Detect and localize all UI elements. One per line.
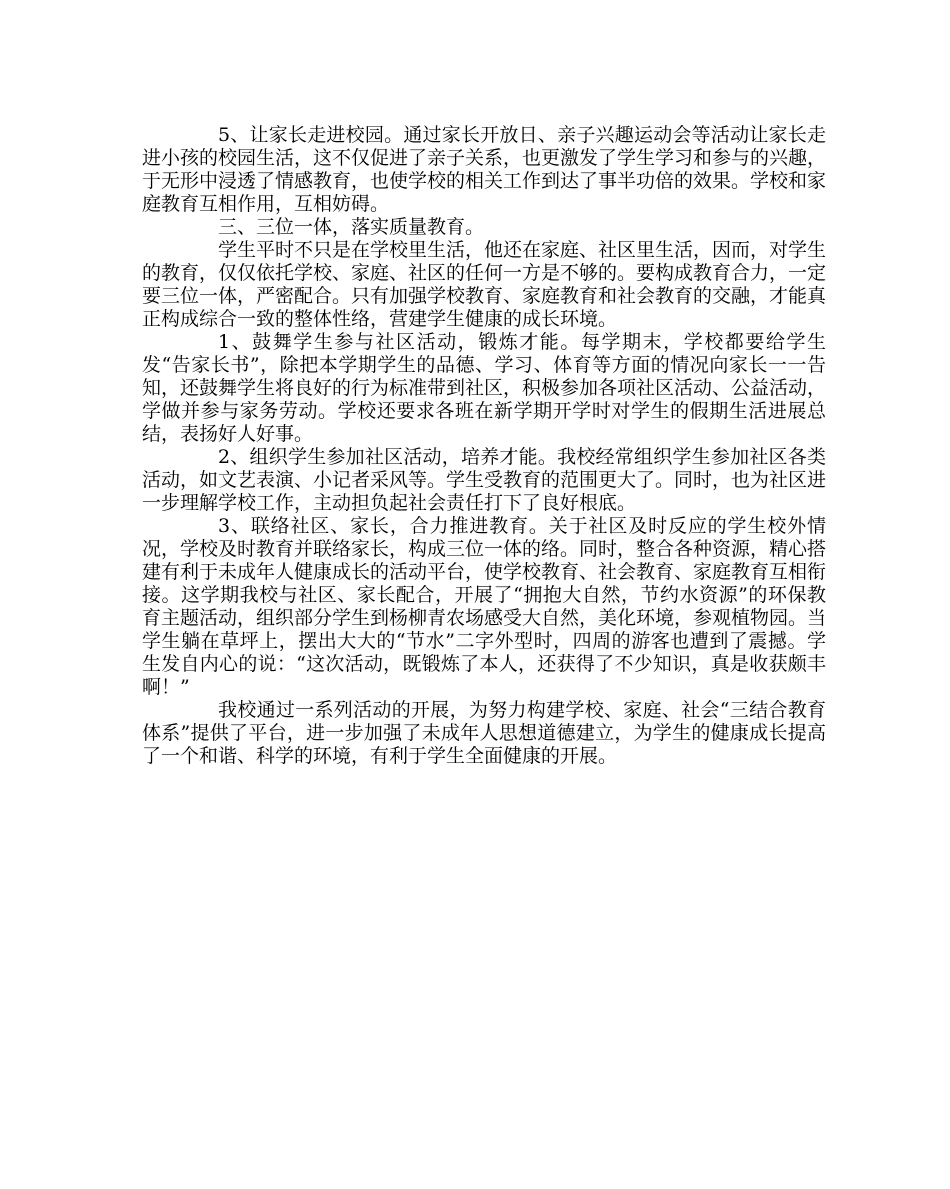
paragraph-education-synergy: 学生平时不只是在学校里生活，他还在家庭、社区里生活，因而，对学生的教育，仅仅依托学校、家庭、社区的任何一方是不够的。要构成教育合力，一定要三位一体，严密配合。只有加强学校教育、家庭教育和社会教育的交融，才能真正构成综合一致的整体性络，营建学生健康的成长环境。	[142, 239, 827, 330]
paragraph-parent-campus-visit: 5、让家长走进校园。通过家长开放日、亲子兴趣运动会等活动让家长走进小孩的校园生活，这不仅促进了亲子关系，也更激发了学生学习和参与的兴趣，于无形中浸透了情感教育，也使学校的相关工作到达了事半功倍的效果。学校和家庭教育互相作用，互相妨碍。	[142, 124, 827, 215]
section-heading-three-in-one: 三、三位一体，落实质量教育。	[218, 216, 485, 238]
paragraph-community-parent-liaison: 3、联络社区、家长，合力推进教育。关于社区及时反应的学生校外情况，学校及时教育并联络家长，构成三位一体的络。同时，整合各种资源，精心搭建有利于未成年人健康成长的活动平台，使学校教育、社会教育、家庭教育互相衔接。这学期我校与社区、家长配合，开展了“拥抱大自然，节约水资源”的环保教育主题活动，组织部分学生到杨柳青农场感受大自然，美化环境，参观植物园。当学生躺在草坪上，摆出大大的“节水”二字外型时，四周的游客也遭到了震撼。学生发自内心的说：“这次活动，既锻炼了本人，还获得了不少知识，真是收获颇丰啊！”	[142, 515, 827, 698]
document-body	[142, 124, 826, 768]
paragraph-community-activities-encourage: 1、鼓舞学生参与社区活动，锻炼才能。每学期末，学校都要给学生发“告家长书”，除把本学期学生的品德、学习、体育等方面的情况向家长一一告知，还鼓舞学生将良好的行为标准带到社区，积极参加各项社区活动、公益活动，学做并参与家务劳动。学校还要求各班在新学期开学时对学生的假期生活进展总结，表扬好人好事。	[142, 331, 827, 445]
paragraph-community-activities-organize: 2、组织学生参加社区活动，培养才能。我校经常组织学生参加社区各类活动，如文艺表演、小记者采风等。学生受教育的范围更大了。同时，也为社区进一步理解学校工作，主动担负起社会责任打下了良好根底。	[142, 446, 827, 514]
paragraph-conclusion: 我校通过一系列活动的开展，为努力构建学校、家庭、社会“三结合教育体系”提供了平台，进一步加强了未成年人思想道德建立，为学生的健康成长提高了一个和谐、科学的环境，有利于学生全面健康的开展。	[142, 699, 826, 767]
